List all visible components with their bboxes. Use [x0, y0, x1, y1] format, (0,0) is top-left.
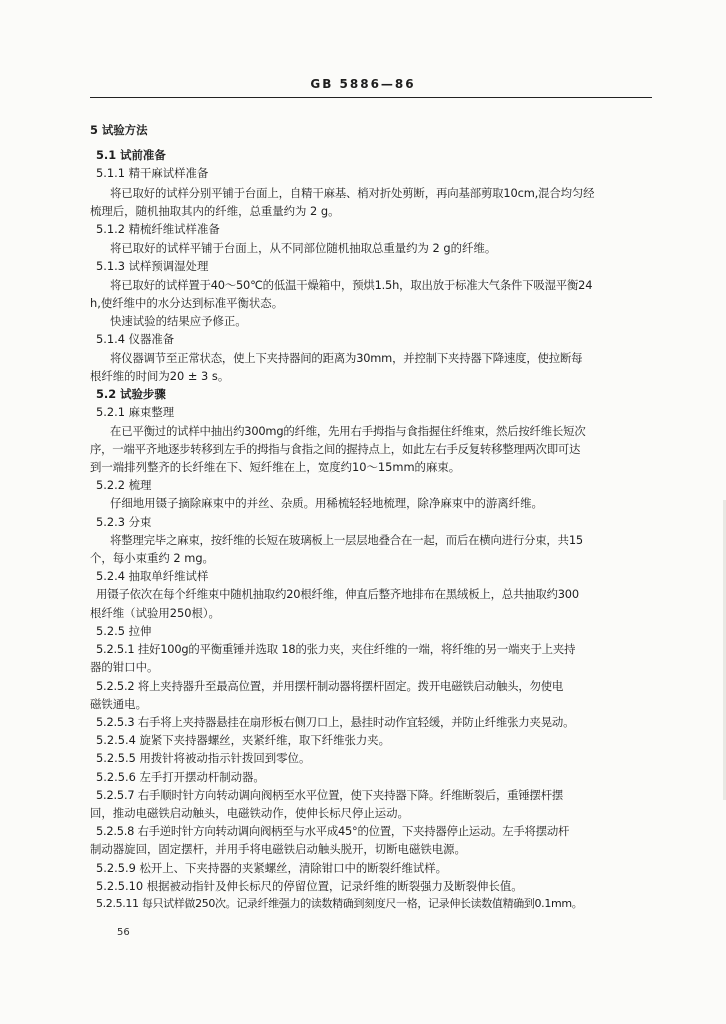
section-heading: 5 试验方法: [90, 123, 148, 137]
subsection-heading: 5.2 试验步骤: [96, 387, 166, 401]
paragraph-line: 5.2.5.2 将上夹持器升至最高位置，并用摆杆制动器将摆杆固定。拨开电磁铁启动触头，勿使电: [96, 679, 564, 693]
clause-heading: 5.2.1 麻束整理: [96, 405, 175, 419]
clause-heading: 5.1.3 试样预调湿处理: [96, 259, 209, 273]
paragraph-line: 回，推动电磁铁启动触头，电磁铁动作，使伸长标尺停止运动。: [90, 806, 409, 820]
paragraph-line: 5.2.5.1 挂好100g的平衡重锤并选取 18的张力夹，夹住纤维的一端，将纤维的另一端夹于上夹持: [96, 642, 576, 656]
paragraph-line: 仔细地用镊子摘除麻束中的并丝、杂质。用稀梳轻轻地梳理，除净麻束中的游离纤维。: [110, 496, 543, 510]
standard-code-header: GB 5886—86: [310, 77, 416, 91]
paragraph-line: 根纤维（试验用250根）。: [90, 606, 220, 620]
paragraph-line: 将整理完毕之麻束，按纤维的长短在玻璃板上一层层地叠合在一起，而后在横向进行分束，共15: [110, 533, 583, 547]
paragraph-line: 将仪器调节至正常状态，使上下夹持器间的距离为30mm，并控制下夹持器下降速度，使拉断每: [110, 351, 583, 365]
clause-heading: 5.2.3 分束: [96, 515, 152, 529]
paragraph-line: 5.2.5.3 右手将上夹持器悬挂在扇形板右侧刀口上，悬挂时动作宜轻缓，并防止纤维张力夹晃动。: [96, 715, 575, 729]
paragraph-line: 5.2.5.11 每只试样做250次。记录纤维强力的读数精确到刻度尺一格，记录伸长读数值精确到0.1mm。: [96, 897, 583, 910]
clause-heading: 5.1.1 精干麻试样准备: [96, 166, 209, 180]
paragraph-line: 序，一端平齐地逐步转移到左手的拇指与食指之间的握持点上，如此左右手反复转移整理两次即可达: [90, 442, 581, 456]
paragraph-line: 在已平衡过的试样中抽出约300mg的纤维，先用右手拇指与食指握住纤维束，然后按纤维长短次: [110, 424, 586, 438]
clause-heading: 5.2.2 梳理: [96, 478, 152, 492]
paragraph-line: 制动器旋回，固定摆杆，并用手将电磁铁启动触头脱开，切断电磁铁电源。: [90, 842, 466, 856]
paragraph-line: 梳理后，随机抽取其内的纤维，总重量约为 2 g。: [90, 204, 340, 218]
paragraph-line: 根纤维的时间为20 ± 3 s。: [90, 369, 230, 383]
subsection-heading: 5.1 试前准备: [96, 148, 166, 162]
paragraph-line: 5.2.5.9 松开上、下夹持器的夹紧螺丝，清除钳口中的断裂纤维试样。: [96, 861, 448, 875]
paragraph-line: 5.2.5.4 旋紧下夹持器螺丝，夹紧纤维，取下纤维张力夹。: [96, 733, 391, 747]
paragraph-line: 个，每小束重约 2 mg。: [90, 551, 214, 565]
clause-heading: 5.1.2 精梳纤维试样准备: [96, 222, 220, 236]
paragraph-line: h,使纤维中的水分达到标准平衡状态。: [90, 296, 284, 310]
paragraph-line: 5.2.5.7 右手顺时针方向转动调向阀柄至水平位置，使下夹持器下降。纤维断裂后，重锤摆杆摆: [96, 788, 564, 802]
paragraph-line: 将已取好的试样平铺于台面上，从不同部位随机抽取总重量约为 2 g的纤维。: [110, 241, 497, 255]
paragraph-line: 快速试验的结果应予修正。: [110, 314, 247, 328]
paragraph-line: 将已取好的试样置于40～50℃的低温干燥箱中，预烘1.5h，取出放于标准大气条件下吸湿平衡24: [110, 278, 593, 292]
clause-heading: 5.1.4 仪器准备: [96, 332, 175, 346]
paragraph-line: 用镊子依次在每个纤维束中随机抽取约20根纤维，伸直后整齐地排布在黑绒板上，总共抽取约300: [96, 587, 579, 601]
paragraph-line: 5.2.5.6 左手打开摆动杆制动器。: [96, 770, 265, 784]
paragraph-line: 5.2.5.10 根据被动指针及伸长标尺的停留位置，记录纤维的断裂强力及断裂伸长值。: [96, 879, 523, 893]
paragraph-line: 到一端排列整齐的长纤维在下、短纤维在上，宽度约10～15mm的麻束。: [90, 460, 461, 474]
header-rule: [90, 97, 652, 98]
page-number: 56: [117, 927, 130, 938]
paragraph-line: 5.2.5.8 右手逆时针方向转动调向阀柄至与水平成45°的位置，下夹持器停止运动。左手将摆动杆: [96, 824, 570, 838]
paragraph-line: 器的钳口中。: [90, 660, 159, 674]
paragraph-line: 5.2.5.5 用拨针将被动指示针拨回到零位。: [96, 751, 311, 765]
paragraph-line: 将已取好的试样分别平铺于台面上，自精干麻基、梢对折处剪断，再向基部剪取10cm,混合均匀经: [110, 186, 595, 200]
paragraph-line: 磁铁通电。: [90, 697, 147, 711]
clause-heading: 5.2.5 拉伸: [96, 624, 152, 638]
clause-heading: 5.2.4 抽取单纤维试样: [96, 569, 209, 583]
